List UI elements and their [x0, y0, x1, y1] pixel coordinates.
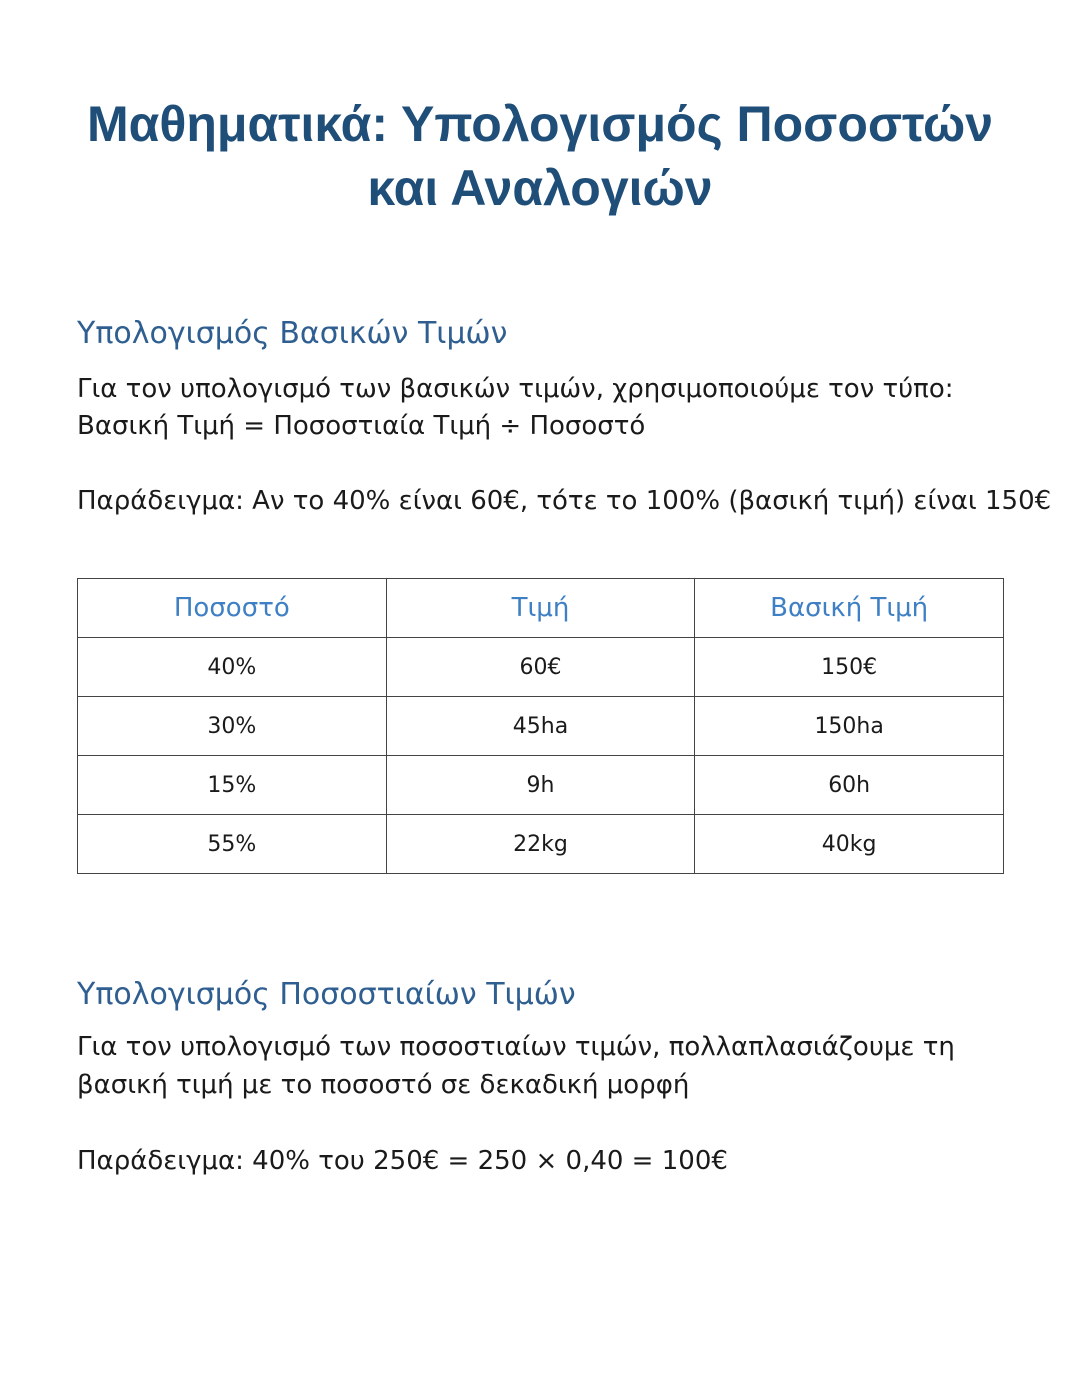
formula: Βασική Τιμή = Ποσοστιαία Τιμή ÷ Ποσοστό: [77, 411, 646, 441]
table-row: [78, 815, 1004, 874]
table-cell: 60h: [695, 756, 1004, 815]
table-cell: 45ha: [386, 697, 695, 756]
table-cell: 22kg: [386, 815, 695, 874]
table-header-row: [78, 579, 1004, 638]
column-header-value: Τιμή: [386, 579, 695, 638]
example-basic-value: Παράδειγμα: Αν το 40% είναι 60€, τότε το 100% (βασική τιμή) είναι 150€: [77, 486, 1052, 516]
table-cell: 40kg: [695, 815, 1004, 874]
method-intro-line-1: Για τον υπολογισμό των ποσοστιαίων τιμών, πολλαπλασιάζουμε τη: [77, 1032, 955, 1062]
table-cell: 55%: [78, 815, 387, 874]
example-percentage-value: Παράδειγμα: 40% του 250€ = 250 × 0,40 = 100€: [77, 1146, 728, 1176]
table-cell: 30%: [78, 697, 387, 756]
column-header-percentage: Ποσοστό: [78, 579, 387, 638]
table-row: [78, 638, 1004, 697]
formula-intro: Για τον υπολογισμό των βασικών τιμών, χρησιμοποιούμε τον τύπο:: [77, 374, 954, 404]
section-heading-basic-values: Υπολογισμός Βασικών Τιμών: [77, 316, 508, 351]
section-heading-percentage-values: Υπολογισμός Ποσοστιαίων Τιμών: [77, 977, 576, 1012]
method-intro-line-2: βασική τιμή με το ποσοστό σε δεκαδική μορφή: [77, 1070, 690, 1100]
table-cell: 15%: [78, 756, 387, 815]
table-row: [78, 697, 1004, 756]
table-row: [78, 756, 1004, 815]
table-cell: 150ha: [695, 697, 1004, 756]
table-cell: 60€: [386, 638, 695, 697]
values-table: [77, 578, 1004, 874]
column-header-base-value: Βασική Τιμή: [695, 579, 1004, 638]
page-title: [60, 92, 1020, 220]
table-cell: 9h: [386, 756, 695, 815]
table-cell: 150€: [695, 638, 1004, 697]
title-line-1: Μαθηματικά: Υπολογισμός Ποσοστών: [86, 96, 994, 152]
title-line-2: και Αναλογιών: [367, 160, 713, 216]
table-cell: 40%: [78, 638, 387, 697]
